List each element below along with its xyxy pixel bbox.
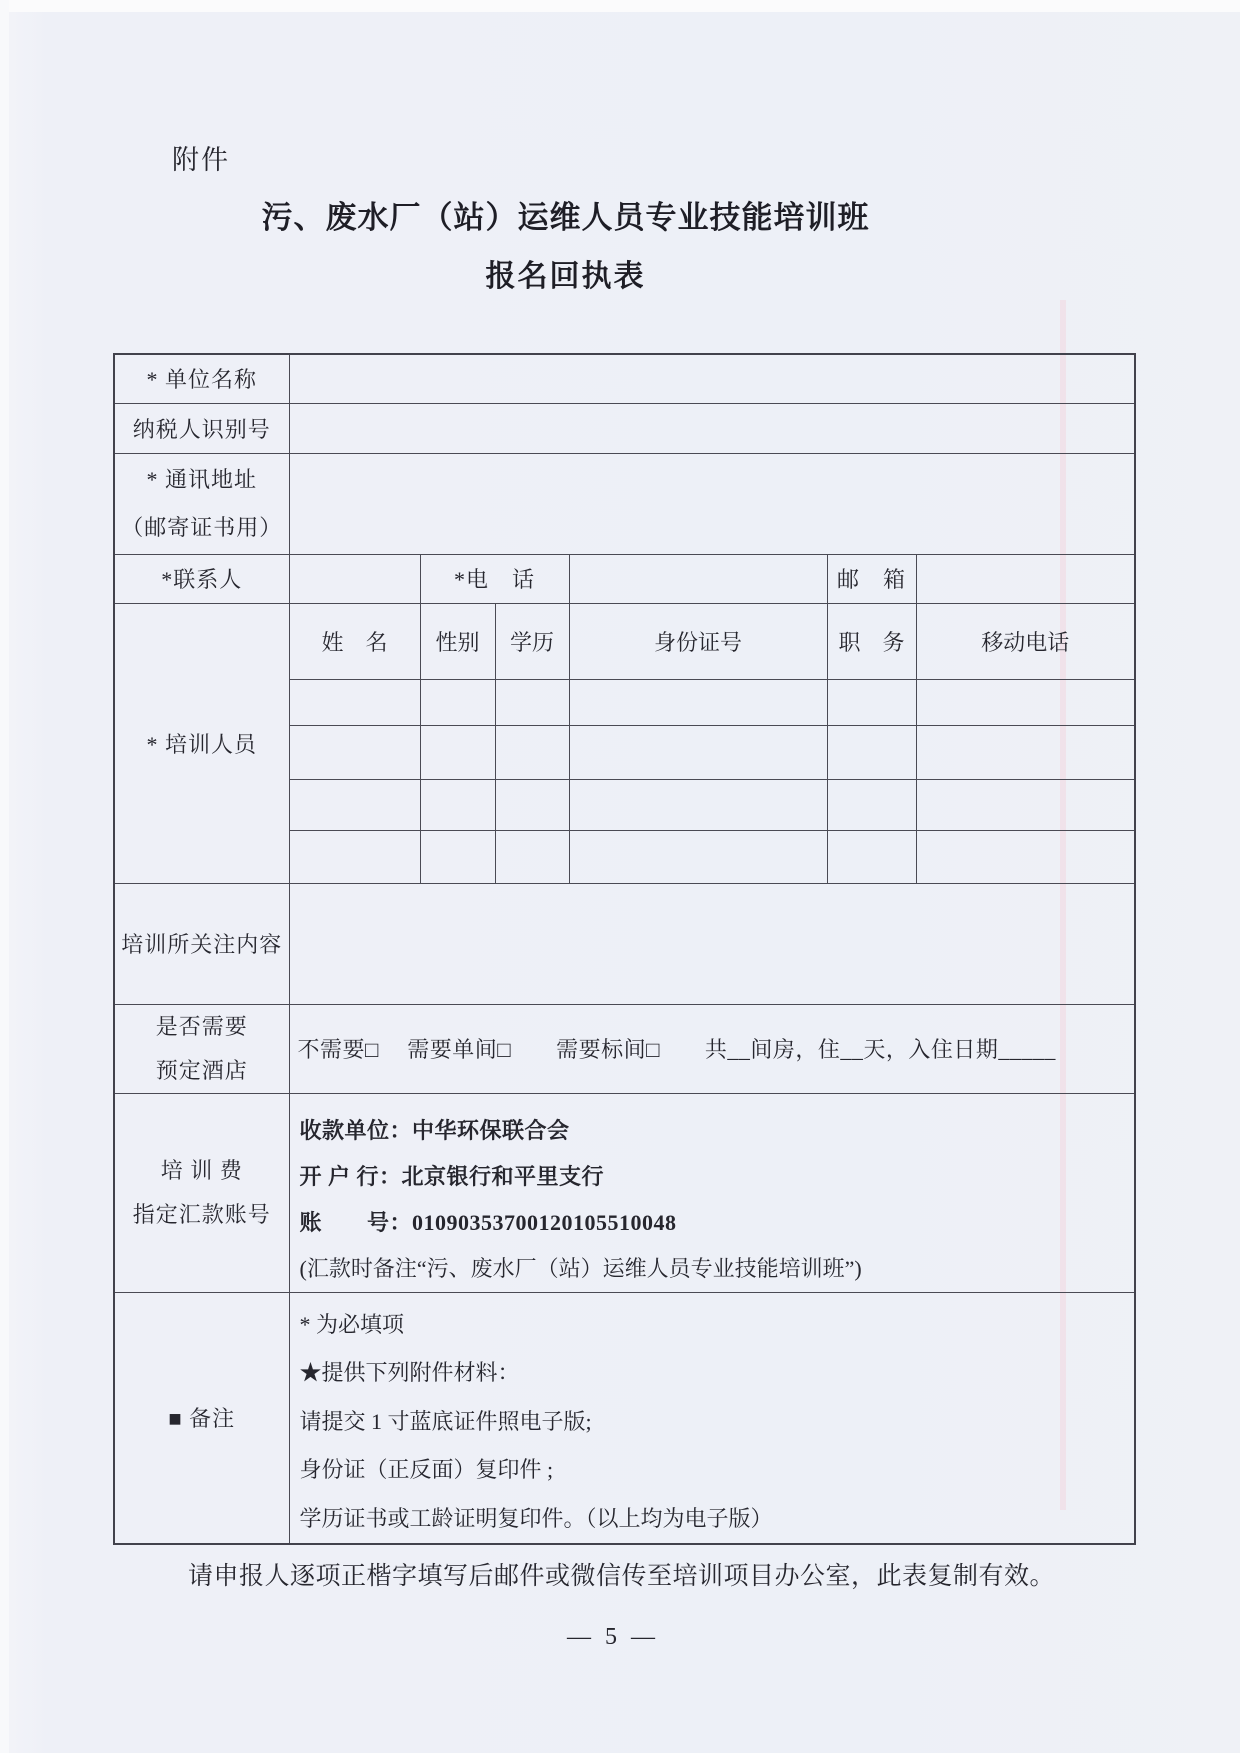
remarks-attachments-title: ★提供下列附件材料：	[299, 1360, 520, 1385]
training-focus-label: 培训所关注内容	[114, 883, 289, 1004]
phone-label: *电 话	[420, 554, 569, 603]
scan-edge-top	[0, 0, 1240, 12]
remarks-label: ■ 备注	[114, 1292, 289, 1544]
unit-name-field	[289, 354, 1135, 403]
address-label	[114, 453, 289, 554]
page-number: — 5 —	[567, 1624, 659, 1650]
training-focus-field	[289, 883, 1135, 1004]
title-line-1: 污、废水厂（站）运维人员专业技能培训班	[261, 200, 870, 235]
phone-field	[569, 554, 827, 603]
remarks-required-note: * 为必填项	[299, 1311, 405, 1337]
trainee-col-mobile: 移动电话	[916, 603, 1135, 679]
remarks-certificate-note: 学历证书或工龄证明复印件。（以上均为电子版）	[299, 1505, 773, 1531]
row-remarks	[114, 1292, 1135, 1544]
trainee-col-position: 职 务	[827, 603, 916, 679]
email-field	[916, 554, 1135, 603]
fee-bank-line: 开 户 行：北京银行和平里支行	[299, 1163, 605, 1189]
remarks-details	[289, 1292, 1135, 1544]
row-trainee-header	[114, 603, 1135, 679]
fee-remit-note-line: (汇款时备注“污、废水厂（站）运维人员专业技能培训班”)	[299, 1255, 862, 1281]
contact-label: *联系人	[114, 554, 289, 603]
email-label: 邮 箱	[827, 554, 916, 603]
fee-label	[114, 1093, 289, 1292]
trainee-col-education: 学历	[495, 603, 569, 679]
row-fee-account	[114, 1093, 1135, 1292]
unit-name-label: * 单位名称	[114, 354, 289, 403]
row-training-focus	[114, 883, 1135, 1004]
remarks-idcard-note: 身份证（正反面）复印件 ;	[299, 1457, 554, 1482]
fee-account-details	[289, 1093, 1135, 1292]
hotel-label	[114, 1004, 289, 1093]
trainee-col-name: 姓 名	[289, 603, 420, 679]
address-label-line2: （邮寄证书用）	[121, 514, 283, 540]
trainee-col-id-number: 身份证号	[569, 603, 827, 679]
row-taxpayer-id	[114, 403, 1135, 453]
contact-field	[289, 554, 420, 603]
hotel-label-line2: 预定酒店	[155, 1057, 248, 1083]
trainee-col-gender: 性别	[420, 603, 495, 679]
row-contact	[114, 554, 1135, 603]
scan-edge-left	[0, 0, 9, 1753]
document-title	[113, 192, 1018, 295]
remarks-photo-note: 请提交 1 寸蓝底证件照电子版;	[299, 1408, 592, 1434]
address-field	[289, 453, 1135, 554]
title-line-2: 报名回执表	[485, 260, 646, 293]
hotel-label-line1: 是否需要	[155, 1013, 248, 1039]
attachment-label: 附件	[172, 145, 230, 175]
trainees-label: * 培训人员	[114, 603, 289, 883]
row-unit-name	[114, 354, 1135, 403]
taxpayer-id-field	[289, 403, 1135, 453]
footer-instruction: 请申报人逐项正楷字填写后邮件或微信传至培训项目办公室，此表复制有效。	[188, 1563, 1056, 1590]
taxpayer-id-label: 纳税人识别号	[114, 403, 289, 453]
fee-label-line1: 培 训 费	[160, 1157, 243, 1183]
hotel-options: 不需要□ 需要单间□ 需要标间□ 共__间房，住__天，入住日期_____	[289, 1004, 1135, 1093]
address-label-line1: * 通讯地址	[146, 466, 257, 492]
registration-form-table	[113, 353, 1136, 1545]
fee-account-number-line: 账 号：01090353700120105510048	[299, 1209, 677, 1235]
fee-payee-line: 收款单位：中华环保联合会	[299, 1117, 570, 1143]
row-hotel	[114, 1004, 1135, 1093]
fee-label-line2: 指定汇款账号	[132, 1201, 271, 1227]
row-address	[114, 453, 1135, 554]
